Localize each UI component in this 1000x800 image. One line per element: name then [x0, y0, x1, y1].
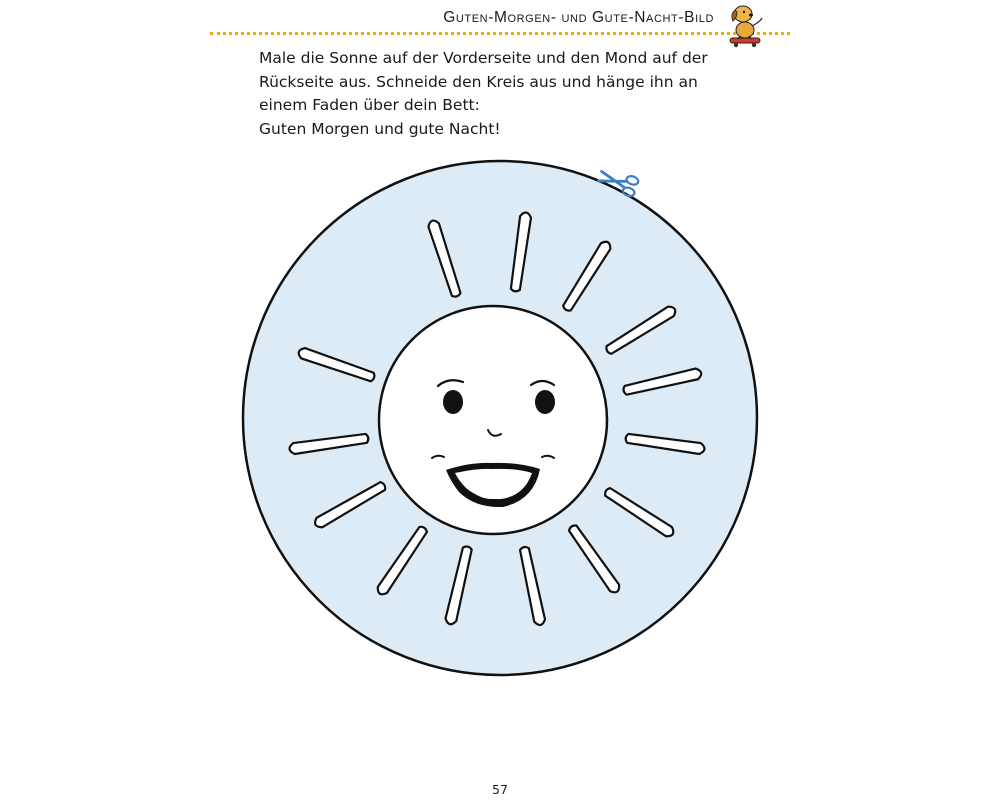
right-eye	[535, 390, 555, 414]
instruction-line: Male die Sonne auf der Vorderseite und den Mond auf der	[259, 49, 708, 67]
left-eye	[443, 390, 463, 414]
instruction-line: Rückseite aus. Schneide den Kreis aus und hänge ihn an	[259, 72, 698, 91]
page-title: Guten-Morgen- und Gute-Nacht-Bild	[443, 9, 714, 26]
instruction-line: einem Faden über dein Bett:	[259, 96, 480, 114]
instruction-line: Guten Morgen und gute Nacht!	[259, 119, 501, 138]
page-number: 57	[492, 782, 508, 797]
